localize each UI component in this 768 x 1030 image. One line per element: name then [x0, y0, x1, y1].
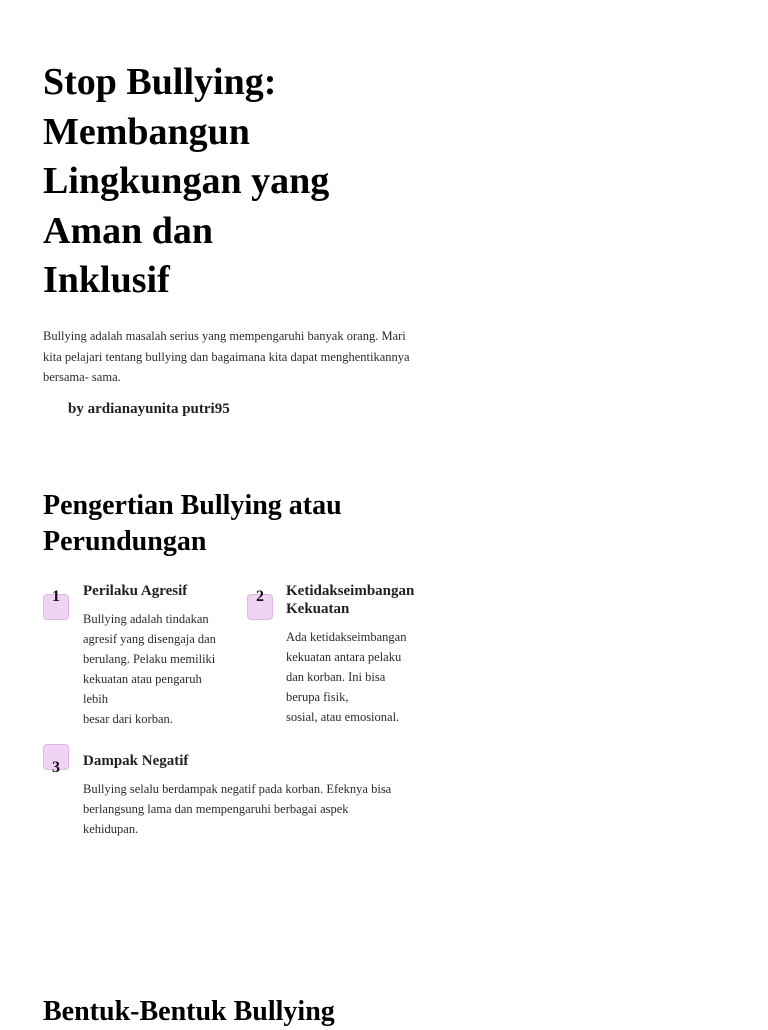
item-body-line: Bullying selalu berdampak negatif pada korban. Efeknya bisa [83, 782, 392, 796]
item-number: 2 [256, 588, 264, 605]
title-line: Stop Bullying: [43, 61, 277, 103]
item-number: 1 [52, 588, 60, 605]
item-body-line: dan korban. Ini bisa [286, 670, 386, 684]
intro-line: Bullying adalah masalah serius yang mempengaruhi banyak orang. Mari [43, 329, 406, 343]
section-heading-bentuk: Bentuk-Bentuk Bullying [43, 996, 335, 1027]
item-title-line: Dampak Negatif [83, 753, 189, 769]
item-body-line: berulang. Pelaku memiliki [83, 652, 216, 666]
item-title [83, 752, 188, 770]
item-title-line: Ketidakseimbangan [286, 583, 415, 599]
item-body-line: sosial, atau emosional. [286, 710, 400, 724]
intro-line: kita pelajari tentang bullying dan bagaimana kita dapat menghentikannya [43, 349, 410, 364]
item-number: 3 [52, 759, 60, 776]
item-body-line: agresif yang disengaja dan [83, 632, 216, 646]
heading-line: Perundungan [43, 526, 207, 557]
page-title [43, 58, 383, 306]
item-body-line: besar dari korban. [83, 712, 173, 726]
item-title [286, 582, 414, 618]
intro-paragraph [43, 326, 443, 388]
title-line: Lingkungan yang [43, 160, 330, 202]
section-heading-pengertian [43, 488, 423, 560]
item-title-line: Perilaku Agresif [83, 583, 188, 599]
item-body [83, 609, 233, 729]
item-body-line: kehidupan. [83, 822, 139, 836]
item-title [83, 582, 187, 600]
item-body-line: kekuatan atau pengaruh [83, 672, 202, 686]
item-body-line: kekuatan antara pelaku [286, 650, 402, 664]
author-byline: by ardianayunita putri95 [68, 401, 230, 417]
item-body-line: Bullying adalah tindakan [83, 612, 209, 626]
item-body-line: lebih [83, 692, 108, 706]
item-body-line: berupa fisik, [286, 690, 349, 704]
item-body [83, 779, 423, 839]
title-line: Membangun [43, 110, 250, 153]
intro-line: bersama- sama. [43, 370, 121, 384]
item-body-line: berlangsung lama dan mempengaruhi berbagai aspek [83, 802, 349, 816]
item-body-line: Ada ketidakseimbangan [286, 630, 407, 644]
title-line: Inklusif [43, 259, 170, 301]
heading-line: Pengertian Bullying atau [43, 490, 342, 521]
item-body [286, 627, 436, 727]
title-line: Aman dan [43, 209, 213, 252]
item-title-line: Kekuatan [286, 601, 350, 617]
